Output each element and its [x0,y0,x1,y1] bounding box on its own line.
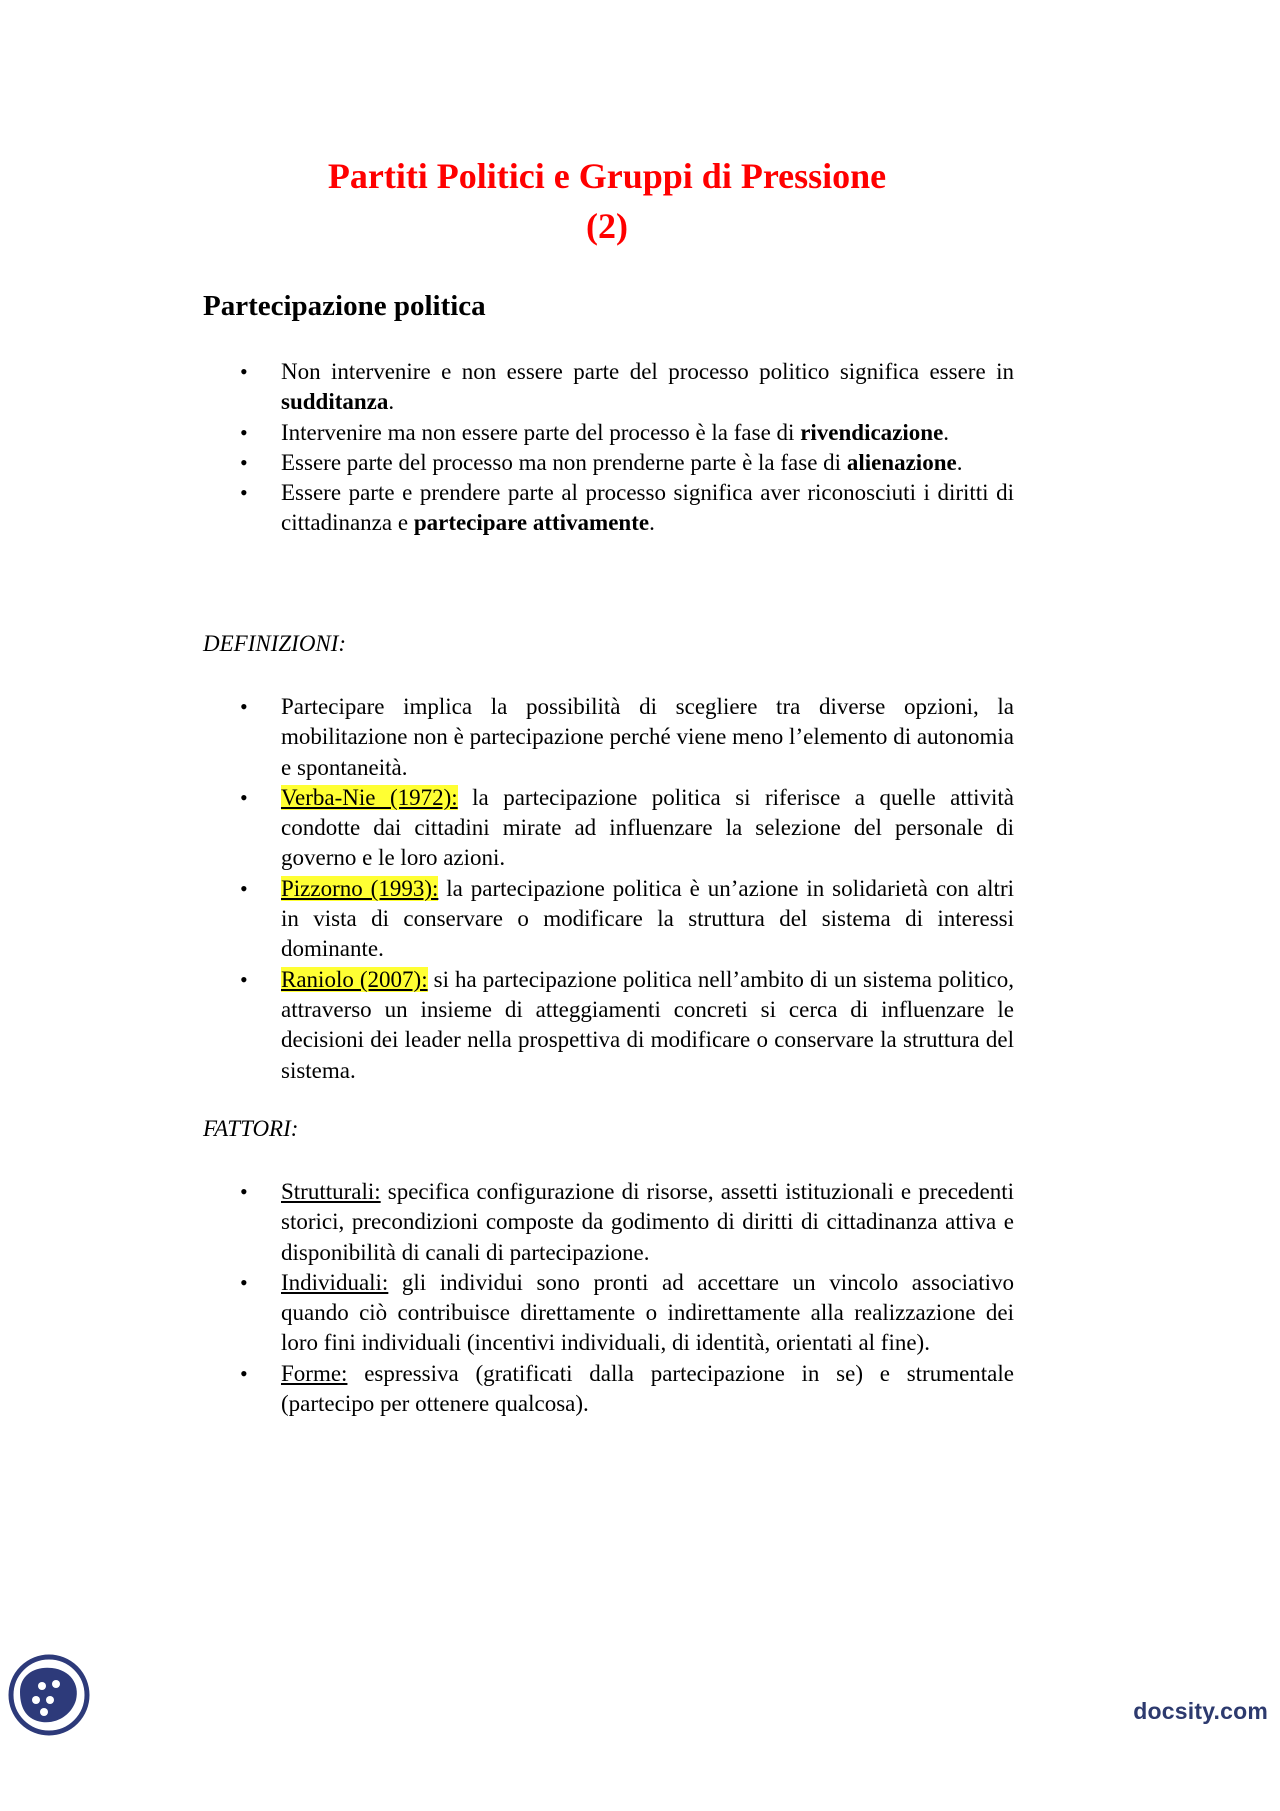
list-item: • Intervenire ma non essere parte del processo è la fase di rivendicazione. [0,418,1014,448]
key-term: sudditanza [281,389,389,415]
bullet-icon: • [240,1269,248,1295]
docsity-logo-svg [6,1652,92,1738]
key-term: partecipare attivamente [413,510,650,536]
bullet-icon: • [240,966,248,992]
list-item: • Essere parte del processo ma non prenderne parte è la fase di alienazione. [0,448,1014,478]
list-item: • Pizzorno (1993): la partecipazione politica è un’azione in solidarietà con altri in vista di conservare o modificare la struttura del sistema di interessi dominante. [240,875,1014,962]
docsity-brand-link[interactable]: docsity.com [1133,1698,1268,1724]
list-item: • Essere parte e prendere parte al processo significa aver riconosciuti i diritti di cittadinanza e partecipare attivamente. [240,480,1014,536]
factor-term: Forme: [281,1360,348,1386]
list-item: • Forme: espressiva (gratificati dalla partecipazione in se) e strumentale (partecipo per ottenere qualcosa). [240,1360,1014,1417]
section-heading: Partecipazione politica [203,290,486,322]
bullet-icon: • [240,480,248,506]
docsity-logo-icon[interactable] [6,1652,92,1738]
citation-highlight: Verba-Nie (1972): [281,784,458,810]
bullet-icon: • [240,1179,248,1204]
factor-term: Individuali: [281,1269,389,1295]
citation-highlight: Raniolo (2007): [281,966,428,992]
bullet-icon: • [240,449,248,475]
key-term: alienazione [846,449,957,475]
bullet-icon: • [240,1360,248,1386]
bullet-icon: • [240,784,248,810]
document-title-number: (2) [586,206,628,246]
key-term: rivendicazione [800,419,944,445]
factors-label: FATTORI: [203,1116,299,1141]
participation-list [0,357,1014,539]
document-title: Partiti Politici e Gruppi di Pressione [327,156,887,196]
list-item: • Non intervenire e non essere parte del processo politico significa essere in sudditanza. [240,359,1014,415]
list-item: • Raniolo (2007): si ha partecipazione politica nell’ambito di un sistema politico, attraverso un insieme di atteggiamenti concreti si cerca di influenzare le decisioni dei leader nella prospettiva di modificare o conservare la struttura del sistema. [240,966,1014,1083]
list-item: • Strutturali: specifica configurazione di risorse, assetti istituzionali e precedenti storici, precondizioni composte da godimento di diritti di cittadinanza attiva e disponibilità di canali di partecipazione. [240,1179,1014,1265]
definitions-label: DEFINIZIONI: [203,631,347,656]
bullet-icon: • [240,694,248,719]
bullet-icon: • [240,875,248,901]
list-item: • Partecipare implica la possibilità di scegliere tra diverse opzioni, la mobilitazione non è partecipazione perché viene meno l’elemento di autonomia e spontaneità. [240,694,1014,780]
definitions-list [0,692,1014,1086]
list-item: • Individuali: gli individui sono pronti ad accettare un vincolo associativo quando ciò contribuisce direttamente o indirettamente alla realizzazione dei loro fini individuali (incentivi individuali, di identità, orientati al fine). [240,1269,1014,1356]
bullet-icon: • [240,419,248,445]
list-item: • Verba-Nie (1972): la partecipazione politica si riferisce a quelle attività condotte dai cittadini mirate ad influenzare la selezione del personale di governo e le loro azioni. [240,784,1015,871]
factors-list [0,1177,1014,1419]
factor-term: Strutturali: [281,1179,381,1204]
citation-highlight: Pizzorno (1993): [281,875,439,901]
bullet-icon: • [240,359,248,384]
